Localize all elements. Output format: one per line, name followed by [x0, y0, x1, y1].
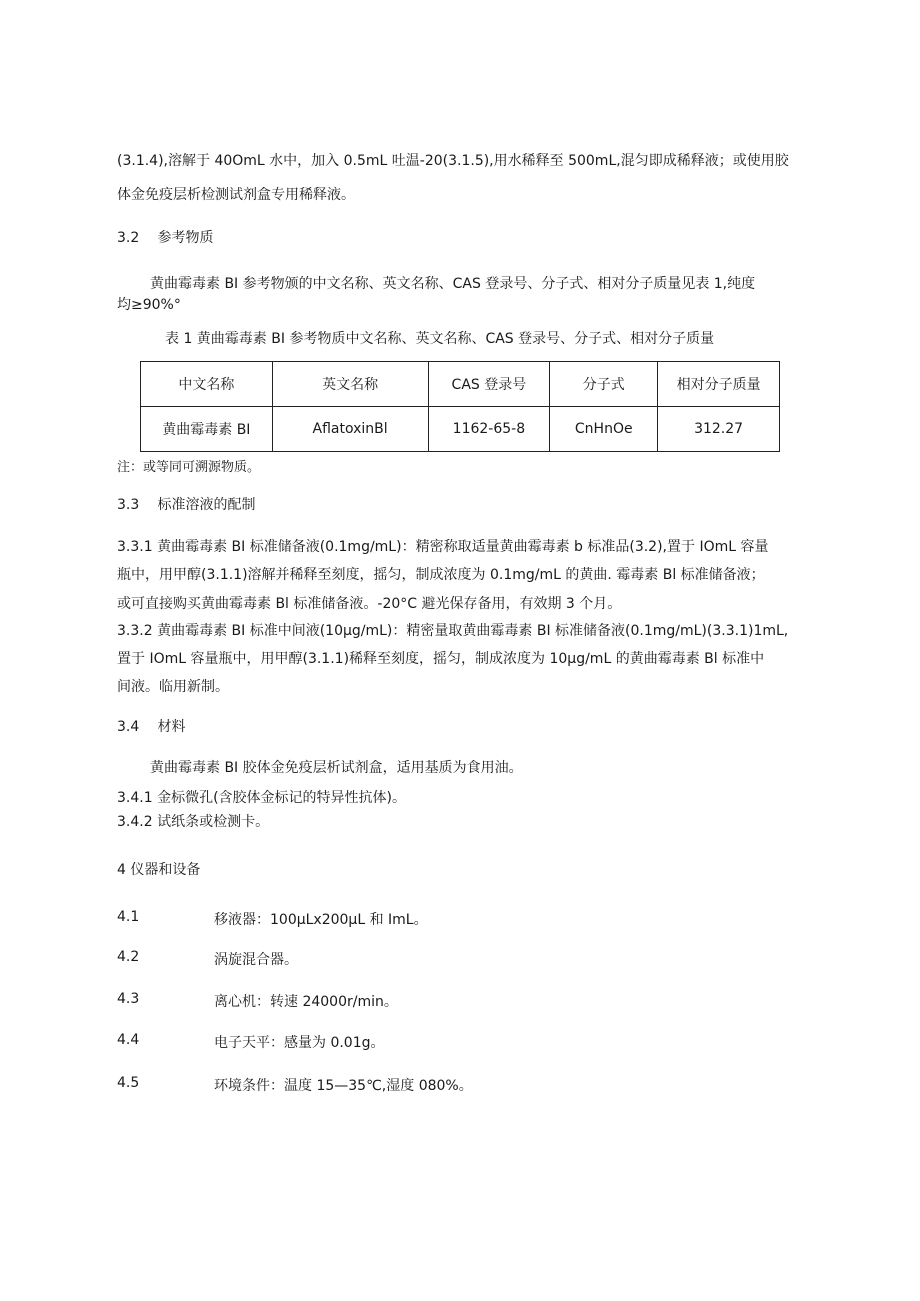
section-4-heading: 4 仪器和设备 — [117, 862, 201, 878]
section-title: 标准溶液的配制 — [157, 497, 256, 513]
reference-table — [140, 361, 780, 452]
p331-line-3: 或可直接购买黄曲霉毒素 Bl 标准储备液。-20°C 避光保存备用，有效期 3 个月。 — [117, 596, 622, 612]
table-header-row — [141, 362, 780, 407]
table-cell: CnHnOe — [550, 407, 658, 452]
instrument-number: 4.3 — [117, 991, 140, 1007]
instrument-number: 4.4 — [117, 1032, 140, 1048]
instrument-item — [0, 1075, 920, 1095]
table-header-cell: CAS 登录号 — [428, 362, 550, 407]
s34-para: 黄曲霉毒素 BI 胶体金免疫层析试剂盒，适用基质为食用油。 — [150, 760, 523, 776]
p342: 3.4.2 试纸条或检测卡。 — [117, 814, 270, 830]
table-header-cell: 英文名称 — [272, 362, 428, 407]
instrument-item — [0, 1032, 920, 1052]
section-number: 3.3 — [117, 497, 140, 513]
section-3-3-heading — [117, 494, 255, 514]
table-note: 注：或等同可溯源物质。 — [117, 460, 261, 475]
instrument-text: 电子天平：感量为 0.01g。 — [214, 1035, 385, 1051]
instrument-item — [0, 991, 920, 1011]
instrument-item — [0, 909, 920, 929]
instrument-number: 4.2 — [117, 949, 140, 965]
table-row — [141, 407, 780, 452]
section-3-4-heading — [117, 716, 185, 736]
p331-line-1: 3.3.1 黄曲霉毒素 BI 标准储备液(0.1mg∕mL)：精密称取适量黄曲霉毒素 b 标准品(3.2),置于 IOmL 容量 — [117, 539, 769, 555]
instrument-text: 离心机：转速 24000r/min。 — [214, 994, 398, 1010]
table-cell: 1162-65-8 — [428, 407, 550, 452]
table-cell: 黄曲霉毒素 BI — [141, 407, 273, 452]
table-cell: AflatoxinBl — [272, 407, 428, 452]
table-header-cell: 中文名称 — [141, 362, 273, 407]
p332-line-3: 间液。临用新制。 — [117, 679, 229, 695]
instrument-text: 移液器：100μLx200μL 和 ImL。 — [214, 912, 428, 928]
intro-line-1: (3.1.4),溶解于 40OmL 水中，加入 0.5mL 吐温-20(3.1.5),用水稀释至 500mL,混匀即成稀释液；或使用胶 — [117, 153, 789, 169]
table-header-cell: 相对分子质量 — [658, 362, 780, 407]
s32-para-line-1: 黄曲霉毒素 BI 参考物颁的中文名称、英文名称、CAS 登录号、分子式、相对分子质量见表 1,纯度 — [150, 276, 756, 292]
s32-para-line-2: 均≥90%° — [117, 297, 181, 313]
intro-line-2: 体金免疫层析检测试剂盒专用稀释液。 — [117, 187, 355, 203]
instrument-item — [0, 949, 920, 969]
table-caption: 表 1 黄曲霉毒素 BI 参考物质中文名称、英文名称、CAS 登录号、分子式、相对分子质量 — [165, 331, 715, 347]
table-header-cell: 分子式 — [550, 362, 658, 407]
p332-line-1: 3.3.2 黄曲霉毒素 BI 标准中间液(10μg∕mL)：精密量取黄曲霉毒素 BI 标准储备液(0.1mg∕mL)(3.3.1)1mL, — [117, 623, 789, 639]
instrument-number: 4.5 — [117, 1075, 140, 1091]
p341: 3.4.1 金标微孔(含胶体金标记的特异性抗体)。 — [117, 790, 406, 806]
section-number: 3.2 — [117, 230, 140, 246]
section-title: 参考物质 — [157, 230, 214, 246]
section-3-2-heading — [117, 227, 213, 247]
section-title: 材料 — [157, 719, 186, 735]
table-cell: 312.27 — [658, 407, 780, 452]
instrument-text: 涡旋混合器。 — [214, 952, 298, 968]
instrument-number: 4.1 — [117, 909, 140, 925]
section-number: 3.4 — [117, 719, 140, 735]
p332-line-2: 置于 IOmL 容量瓶中，用甲醇(3.1.1)稀释至刻度，摇匀，制成浓度为 10μg∕mL 的黄曲霉毒素 Bl 标准中 — [117, 651, 765, 667]
p331-line-2: 瓶中，用甲醇(3.1.1)溶解并稀释至刻度，摇匀，制成浓度为 0.1mg/mL 的黄曲. 霉毒素 Bl 标准储备液； — [117, 567, 765, 583]
instrument-text: 环境条件：温度 15—35℃,湿度 080%。 — [214, 1078, 473, 1094]
